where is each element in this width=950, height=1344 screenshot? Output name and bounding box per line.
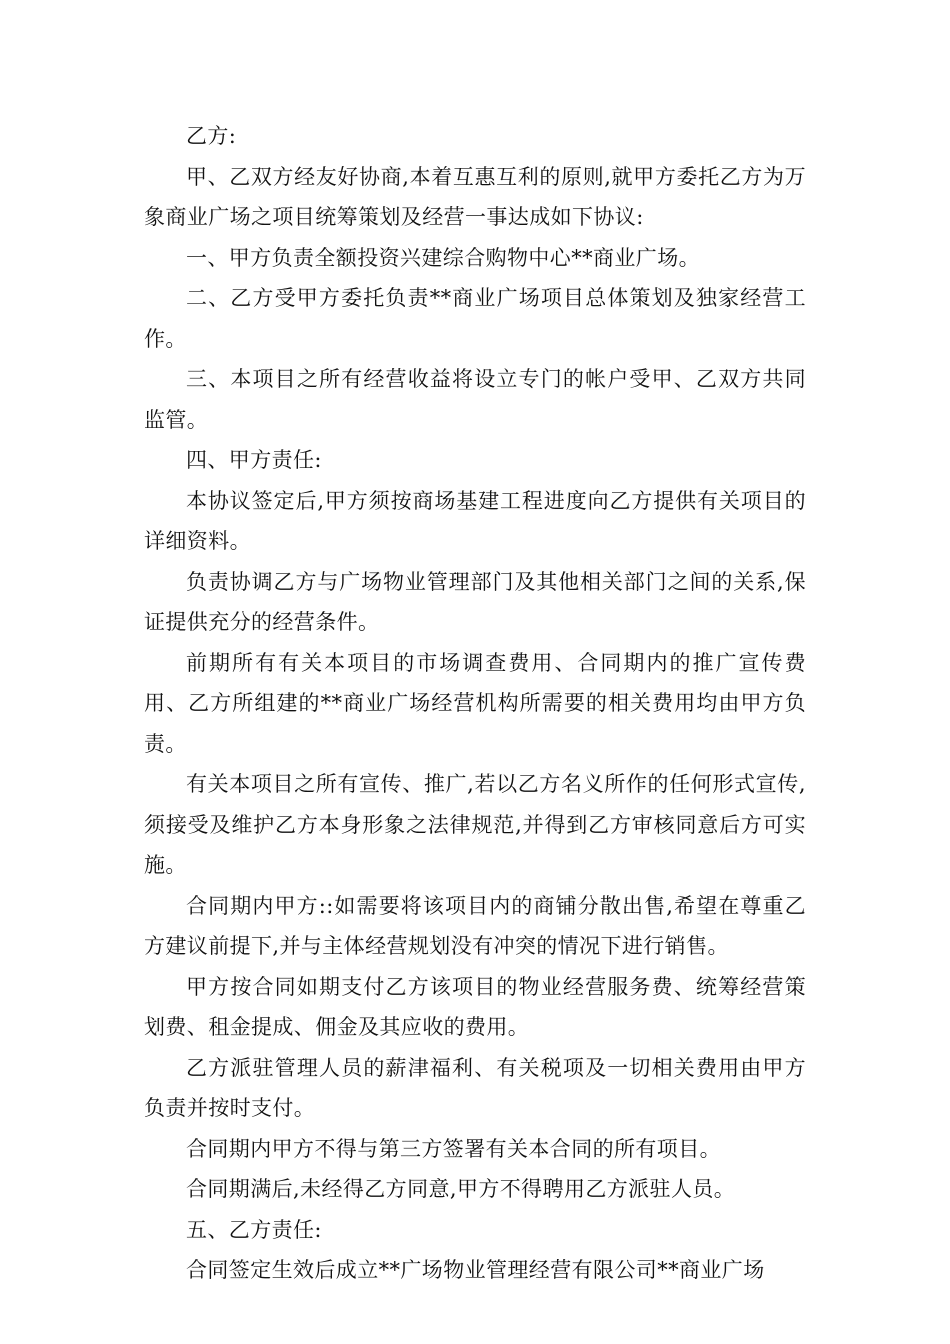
- paragraph-party-a-duty-2: 负责协调乙方与广场物业管理部门及其他相关部门之间的关系,保证提供充分的经营条件。: [144, 569, 806, 634]
- paragraph-party-a-duty-7: 乙方派驻管理人员的薪津福利、有关税项及一切相关费用由甲方负责并按时支付。: [144, 1055, 806, 1120]
- paragraph-clause-3: 三、本项目之所有经营收益将设立专门的帐户受甲、乙双方共同监管。: [144, 367, 806, 432]
- paragraph-clause-1: 一、甲方负责全额投资兴建综合购物中心**商业广场。: [186, 245, 700, 270]
- paragraph-party-b: 乙方:: [186, 124, 237, 148]
- paragraph-clause-2: 二、乙方受甲方委托负责**商业广场项目总体策划及独家经营工作。: [144, 286, 806, 351]
- heading-party-a-duties: 四、甲方责任:: [186, 448, 322, 472]
- paragraph-party-b-duty-1: 合同签定生效后成立**广场物业管理经营有限公司**商业广场: [186, 1258, 765, 1282]
- heading-party-b-duties: 五、乙方责任:: [186, 1217, 322, 1242]
- paragraph-preamble: 甲、乙双方经友好协商,本着互惠互利的原则,就甲方委托乙方为万象商业广场之项目统筹策划及经营一事达成如下协议:: [144, 164, 806, 229]
- paragraph-party-a-duty-9: 合同期满后,未经得乙方同意,甲方不得聘用乙方派驻人员。: [186, 1177, 736, 1201]
- paragraph-party-a-duty-8: 合同期内甲方不得与第三方签署有关本合同的所有项目。: [186, 1136, 721, 1161]
- document-body: [144, 116, 806, 1291]
- paragraph-party-a-duty-1: 本协议签定后,甲方须按商场基建工程进度向乙方提供有关项目的详细资料。: [144, 488, 806, 553]
- paragraph-party-a-duty-3: 前期所有有关本项目的市场调查费用、合同期内的推广宣传费用、乙方所组建的**商业广场经营机构所需要的相关费用均由甲方负责。: [144, 650, 806, 756]
- paragraph-party-a-duty-6: 甲方按合同如期支付乙方该项目的物业经营服务费、统筹经营策划费、租金提成、佣金及其应收的费用。: [144, 974, 806, 1039]
- paragraph-party-a-duty-5: 合同期内甲方::如需要将该项目内的商铺分散出售,希望在尊重乙方建议前提下,并与主体经营规划没有冲突的情况下进行销售。: [144, 893, 806, 958]
- paragraph-party-a-duty-4: 有关本项目之所有宣传、推广,若以乙方名义所作的任何形式宣传,须接受及维护乙方本身形象之法律规范,并得到乙方审核同意后方可实施。: [144, 772, 806, 877]
